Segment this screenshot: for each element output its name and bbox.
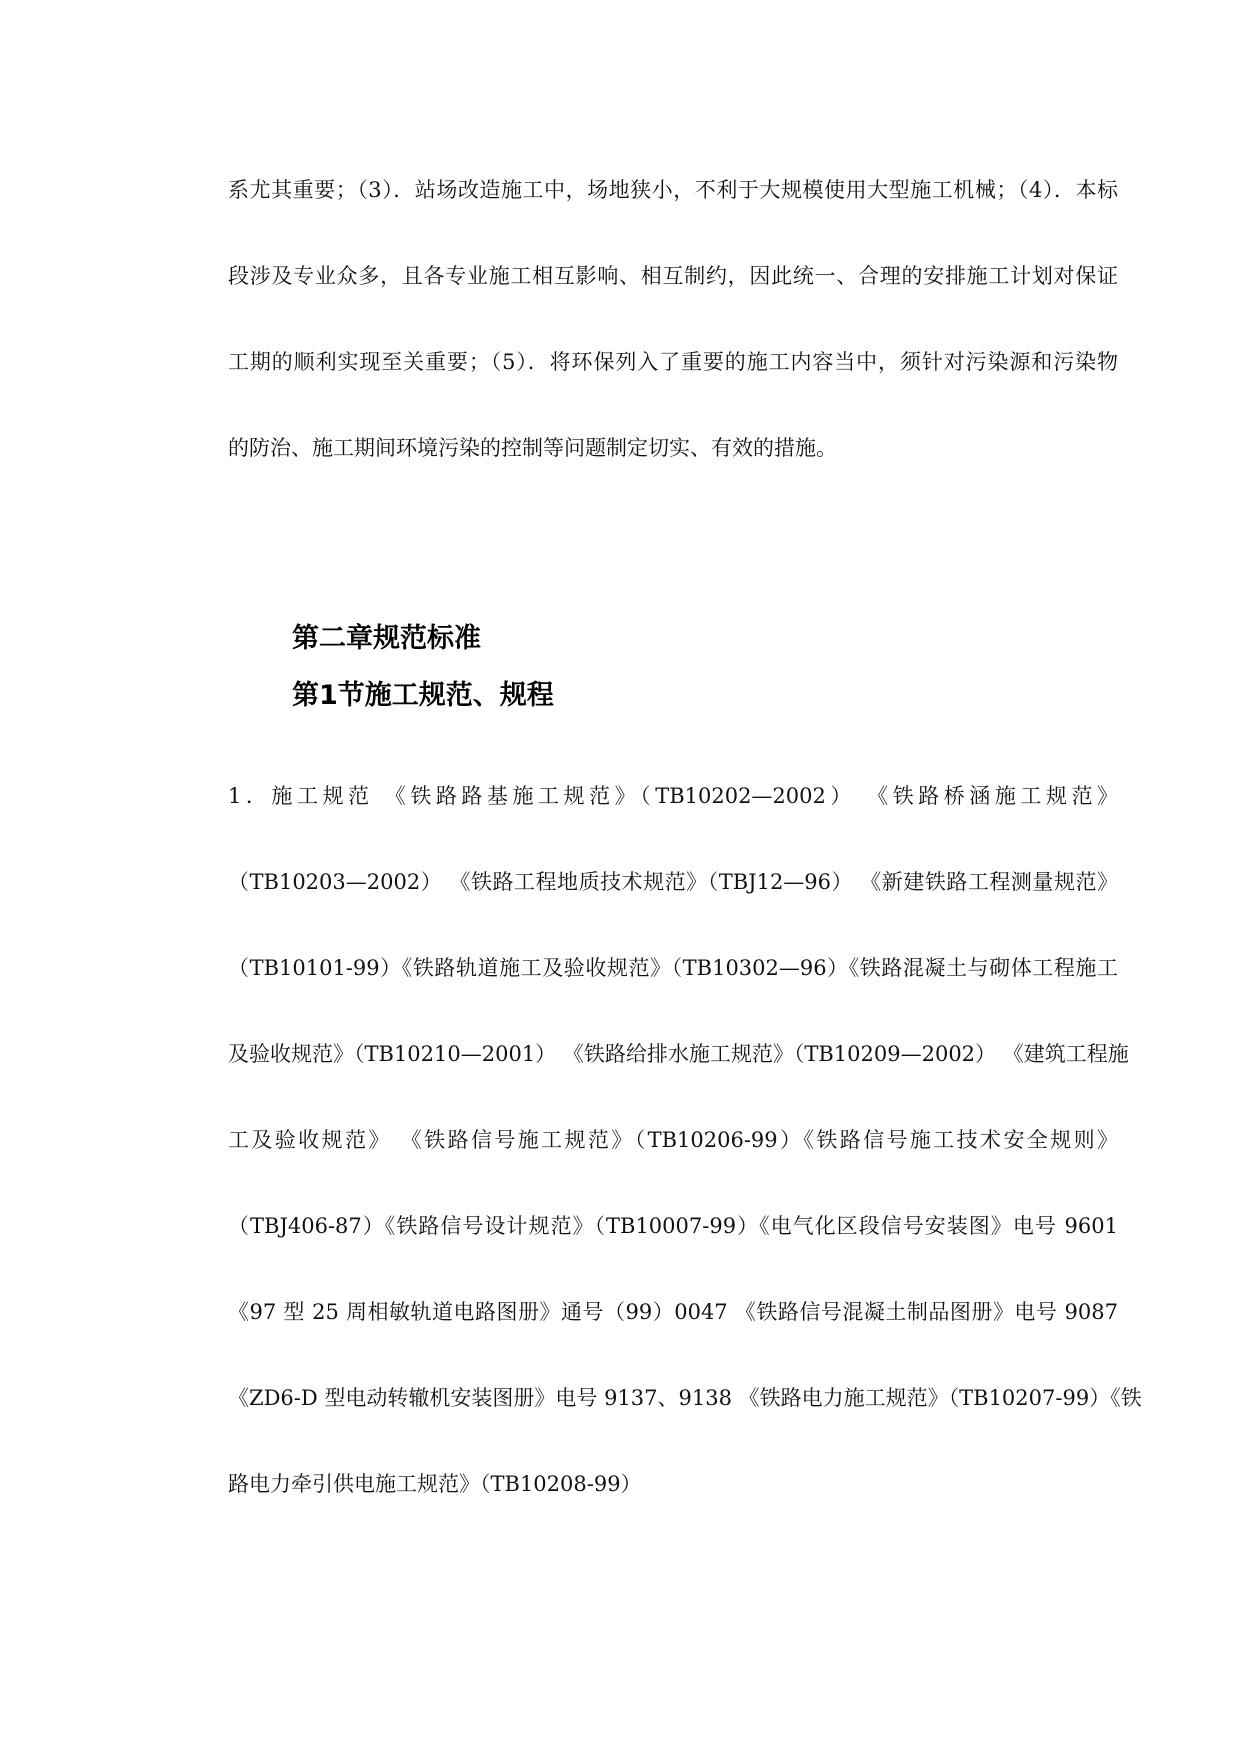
spec-line-1: 1．施工规范 《铁路路基施工规范》（TB10202—2002） 《铁路桥涵施工规范》: [228, 784, 1118, 808]
spec-line-2: （TB10203—2002） 《铁路工程地质技术规范》（TBJ12—96） 《新建铁路工程测量规范》: [228, 870, 1118, 894]
intro-line-1: 系尤其重要；（3）．站场改造施工中，场地狭小，不利于大规模使用大型施工机械；（4）．本标: [228, 178, 1118, 202]
spec-line-8: 《ZD6-D 型电动转辙机安装图册》电号 9137、9138 《铁路电力施工规范》（TB10207-99）《铁: [228, 1386, 1142, 1410]
section-heading: 第1节施工规范、规程: [292, 680, 554, 711]
intro-line-3: 工期的顺利实现至关重要；（5）．将环保列入了重要的施工内容当中，须针对污染源和污染物: [228, 350, 1118, 374]
spec-line-7: 《97 型 25 周相敏轨道电路图册》通号（99）0047 《铁路信号混凝土制品图册》电号 9087: [228, 1300, 1118, 1324]
spec-line-4: 及验收规范》（TB10210—2001） 《铁路给排水施工规范》（TB10209—2002） 《建筑工程施: [228, 1042, 1129, 1066]
spec-line-3: （TB10101-99）《铁路轨道施工及验收规范》（TB10302—96）《铁路混凝土与砌体工程施工: [228, 956, 1118, 980]
intro-line-4: 的防治、施工期间环境污染的控制等问题制定切实、有效的措施。: [228, 436, 837, 460]
chapter-heading: 第二章规范标准: [292, 623, 481, 654]
spec-line-9: 路电力牵引供电施工规范》（TB10208-99）: [228, 1472, 642, 1496]
spec-line-6: （TBJ406-87）《铁路信号设计规范》（TB10007-99）《电气化区段信号安装图》电号 9601: [228, 1214, 1118, 1238]
spec-line-5: 工及验收规范》 《铁路信号施工规范》（TB10206-99）《铁路信号施工技术安全规则》: [228, 1128, 1118, 1152]
intro-line-2: 段涉及专业众多，且各专业施工相互影响、相互制约，因此统一、合理的安排施工计划对保证: [228, 264, 1118, 288]
